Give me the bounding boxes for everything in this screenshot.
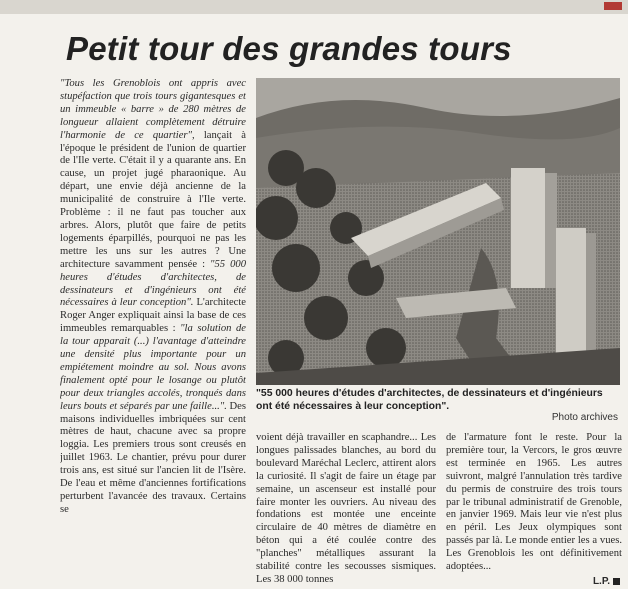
article-column-2: voient déjà travailler en scaphandre... Les longues palissades blanches, au bord du boulevard Maréchal Leclerc, attirent alors la curiosité. Il s'agit de faire un étage par semaine, un ascenseur est installé pour faire monter les ouvriers. Au niveau des fondations est montée une enceinte circulaire de 40 mètres de diamètre en béton qui a été coulée contre des "planches" métalliques assurant la stabilité contre les secousses sismiques. Les 38 000 tonnes (256, 432, 436, 585)
article-column-3: de l'armature font le reste. Pour la première tour, la Vercors, le gros œuvre est terminée en 1965. Les autres suivront, malgré l'annulation très tardive du permis de construire des trois tours par le tribunal administratif de Grenoble, en janvier 1969. Mais leur vie n'est plus en péril. Les Jeux olympiques sont passés par là. Le monde entier les a vues. Les Grenoblois les ont définitivement adoptées... (446, 432, 622, 573)
col1-text-3: Des maisons individuelles imbriquées sur cent mètres de haut, chacune avec sa propre loggia. Les premiers trous sont creusés en juillet 1963. Le chantier, prévu pour durer trois ans, est situé sur l'ancien lit de l'Isère. De l'eau et même d'anciennes fortifications perturbent l'avancée des travaux. Certains se (60, 400, 246, 515)
photo-credit: Photo archives (551, 412, 618, 423)
col1-text-1: lançait à l'époque le président de l'union de quartier de l'Ile verte. C'était il y a quarante ans. En cause, un projet jugé pharaonique. Au départ, une envie déjà ancienne de la municipalité de construire à l'Ile verte. Problème : il ne faut pas toucher aux arbres. Alors, plutôt que faire de petits logements éparpillés, pourquoi ne pas les mettre les uns sur les autres ? Une architecture savamment pensée : (60, 129, 246, 270)
architect-quote: "la solution de la tour apparait (...) l'avantage d'atteindre une densité plus importante pour un empiétement moindre au sol. Nous avons finalement opté pour le losange ou plutôt pour deux triangles accolés, tronqués dans leurs bouts et séparés par une faille...". (60, 323, 246, 412)
headline: Petit tour des grandes tours (66, 30, 512, 67)
signature-initials: L.P. (592, 576, 610, 587)
end-mark-icon (613, 578, 620, 585)
page-top-band (0, 0, 628, 14)
col1-text-2: L'architecte Roger Anger expliquait ainsi la base de ces immeubles remarquables : (60, 297, 246, 335)
article-column-1 (60, 78, 246, 586)
photo-caption: "55 000 heures d'études d'architectes, de dessinateurs et d'ingénieurs ont été nécessaires à leur conception". (256, 388, 603, 412)
studies-quote: "55 000 heures d'études d'architectes, de dessinateurs et d'ingénieurs ont été nécessaires à leur conception". (60, 258, 246, 309)
author-signature (593, 576, 620, 587)
red-edge-mark (604, 2, 622, 10)
aerial-photo-towers-icon (256, 78, 620, 385)
opening-quote: "Tous les Grenoblois ont appris avec stupéfaction que trois tours gigantesques et un immeuble « barre » de 280 mètres de longueur allaient complètement détruire l'harmonie de ce quartier", (60, 78, 246, 141)
